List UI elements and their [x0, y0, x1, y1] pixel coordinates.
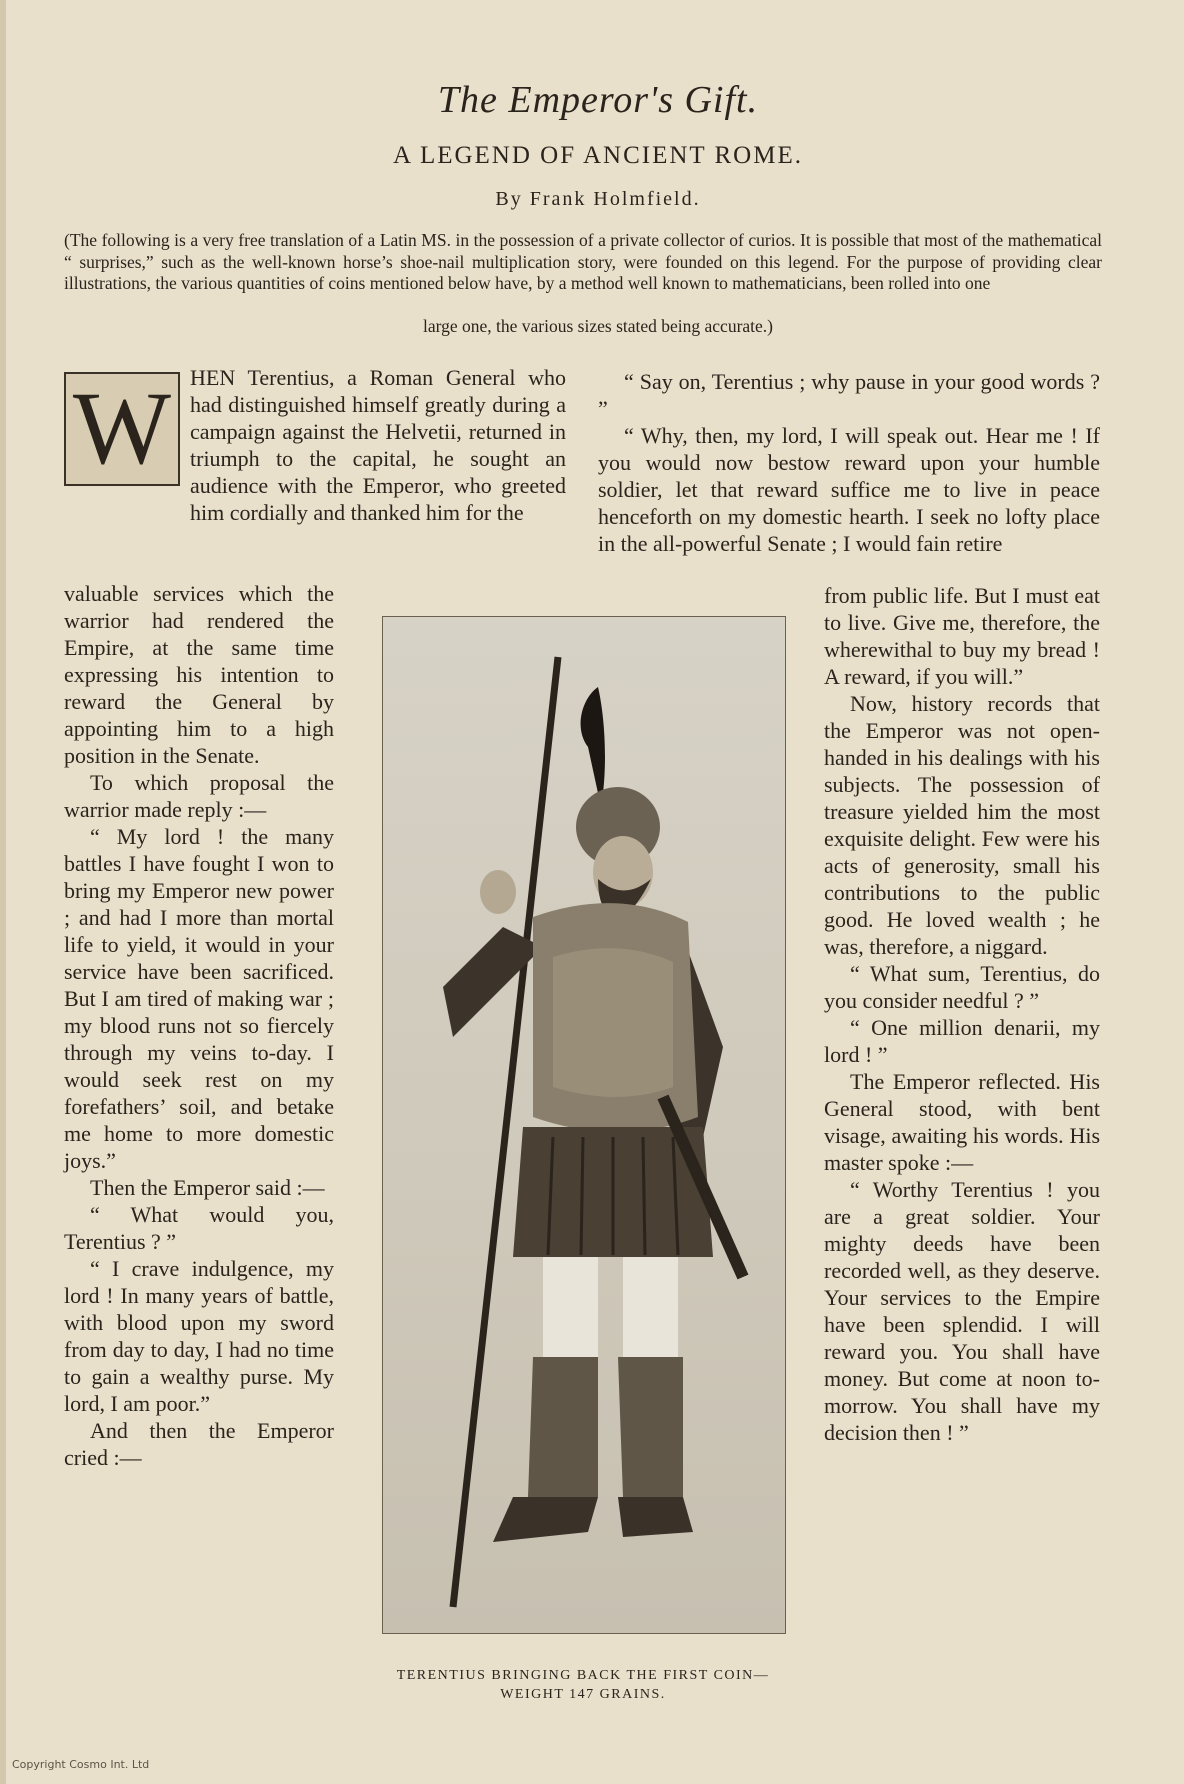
right-sandal: [618, 1497, 693, 1537]
left-sandal: [493, 1497, 598, 1542]
col2-paragraph-1: “ Say on, Terentius ; why pause in your good words ? ”: [598, 369, 1100, 421]
col1-paragraph-7: And then the Emperor cried :—: [64, 1418, 334, 1470]
col2-paragraph-5: “ One million denarii, my lord ! ”: [824, 1015, 1100, 1067]
helmet-plume: [581, 687, 605, 807]
soldier-photograph: [382, 616, 786, 1634]
dropcap-w-ornament: [64, 372, 180, 486]
left-thigh: [543, 1257, 598, 1357]
col2-paragraph-2-rest: from public life. But I must eat to live. Give me, therefore, the wherewithal to buy my bread ! A reward, if you will.”: [824, 583, 1100, 689]
article-byline: By Frank Holmfield.: [495, 188, 701, 210]
copyright-notice: Copyright Cosmo Int. Ltd: [12, 1758, 150, 1771]
col2-paragraph-3: Now, history records that the Emperor was not open-handed in his dealings with his subjects. The possession of treasure yielded him the most exquisite delight. Few were his acts of generosity, small his contributions to the public good. He loved wealth ; he was, therefore, a niggard.: [824, 691, 1100, 959]
col1-top-beside-dropcap: [190, 364, 566, 526]
col1-paragraph-2: To which proposal the warrior made reply :—: [64, 770, 334, 822]
col1-paragraph-1-rest: valuable services which the warrior had rendered the Empire, at the same time expressing his intention to reward the General by appointing him to a high position in the Senate.: [64, 581, 334, 768]
col2-paragraph-4: “ What sum, Terentius, do you consider needful ? ”: [824, 961, 1100, 1013]
left-arm: [443, 927, 543, 1037]
dropcap-letter: W: [72, 371, 172, 486]
article-title: The Emperor's Gift.: [437, 79, 759, 121]
article-subtitle: A LEGEND OF ANCIENT ROME.: [393, 142, 803, 169]
col1-paragraph-5: “ What would you, Terentius ? ”: [64, 1202, 334, 1254]
soldier-figure-illustration: [383, 617, 785, 1633]
right-greave: [618, 1357, 683, 1497]
intro-note: (The following is a very free translation of a Latin MS. in the possession of a private collector of curios. It is possible that most of the mathematical “ surprises,” such as the well-known horse’s shoe-nail multiplication story, were founded on this legend. For the purpose of providing clear illustrations, the various quantities of coins mentioned below have, by a method well known to mathematicians, been rolled into one: [64, 230, 1102, 293]
photo-caption: [382, 1666, 784, 1704]
cuirass-highlight: [553, 948, 673, 1097]
col2-narrow: [824, 582, 1100, 1446]
right-thigh: [623, 1257, 678, 1357]
col2-paragraph-6: The Emperor reflected. His General stood, with bent visage, awaiting his words. His master spoke :—: [824, 1069, 1100, 1175]
col1-paragraph-3: “ My lord ! the many battles I have fought I won to bring my Emperor new power ; and had I more than mortal life to yield, it would in your service have been sacrificed. But I am tired of making war ; my blood runs not so fiercely through my veins to-day. I would seek rest on my forefathers’ soil, and betake me home to more domestic joys.”: [64, 824, 334, 1173]
col1-paragraph-4: Then the Emperor said :—: [90, 1175, 325, 1200]
col1-narrow: [64, 580, 334, 1471]
caption-line-1: TERENTIUS BRINGING BACK THE FIRST COIN—: [396, 1668, 770, 1683]
intro-note-last-line: large one, the various sizes stated being accurate.): [422, 316, 774, 336]
col1-paragraph-1-top: HEN Terentius, a Roman General who had distinguished himself greatly during a campaign against the Helvetii, returned in triumph to the capital, he sought an audience with the Emperor, who greeted him cordially and thanked him for the: [190, 365, 566, 525]
col2-paragraph-2-top: “ Why, then, my lord, I will speak out. Hear me ! If you would now bestow reward upon your humble soldier, let that reward suffice me to live in peace henceforth on my domestic hearth. I seek no lofty place in the all-powerful Senate ; I would fain retire: [598, 423, 1100, 556]
caption-line-2: WEIGHT 147 GRAINS.: [500, 1687, 666, 1702]
col2-paragraph-7: “ Worthy Terentius ! you are a great soldier. Your mighty deeds have been recorded well, as they deserve. Your services to the Empire have been splendid. I will reward you. You shall have money. But come at noon to-morrow. You shall have my decision then ! ”: [824, 1177, 1100, 1445]
left-greave: [528, 1357, 598, 1497]
col1-paragraph-6: “ I crave indulgence, my lord ! In many years of battle, with blood upon my sword from day to day, I had no time to gain a wealthy purse. My lord, I am poor.”: [64, 1256, 334, 1416]
hand: [480, 870, 516, 914]
col2-top: [598, 368, 1100, 557]
